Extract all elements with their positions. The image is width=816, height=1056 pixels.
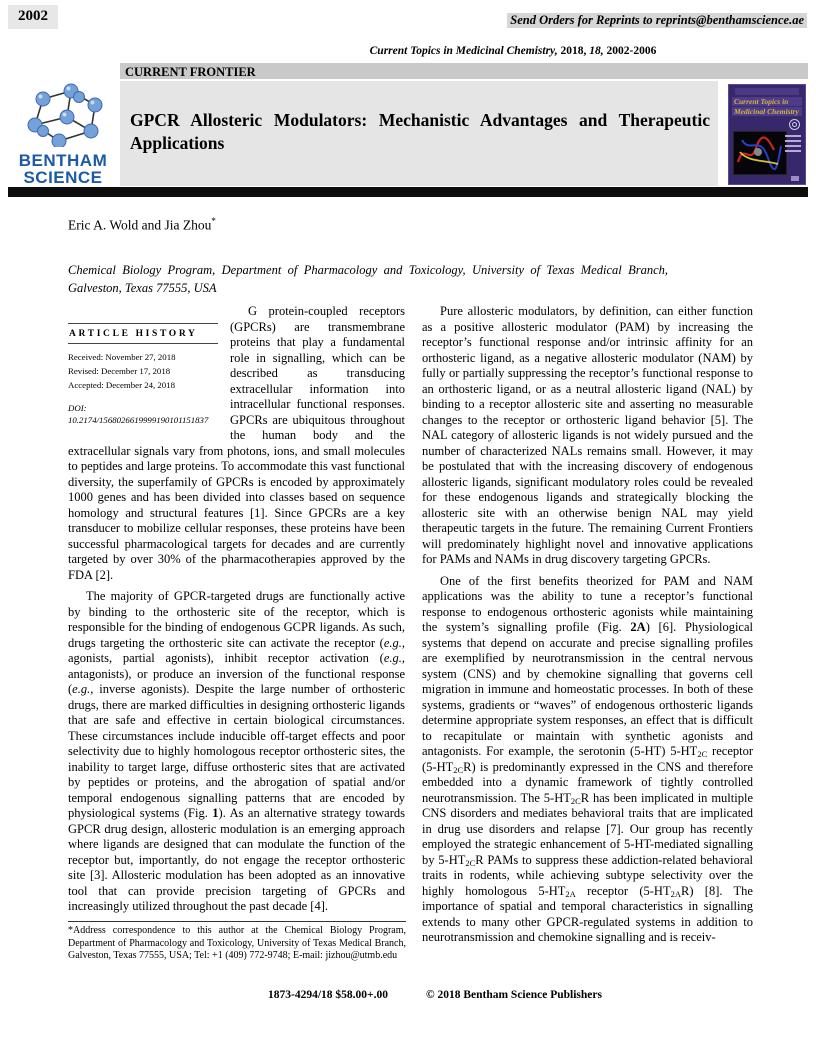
doi-value: 10.2174/1568026619999190101151837 — [68, 415, 209, 425]
issn-price: 1873-4294/18 $58.00+.00 — [268, 989, 388, 1001]
footnote-divider — [68, 921, 406, 922]
cover-molecule-image — [733, 131, 787, 175]
authors-line — [68, 216, 216, 234]
section-label-bar — [120, 63, 808, 79]
page-footer — [27, 989, 816, 1001]
title-box — [120, 81, 718, 186]
article-history-heading: ARTICLE HISTORY — [69, 329, 198, 339]
paragraph-intro: G protein-coupled receptors (GPCRs) are transmembrane proteins that play a fundamental role in signalling, which can be described as transducing extracellular information into intracellular functional responses. GPCRs are ubiquitous throughout the human body and the extracellular signals vary from photons, ions, and small molecules to peptides and large proteins. To accommodate this vast functional diversity, the superfamily of GPCRs is encoded by approximately 1000 genes and has been divided into classes based on sequence homology and structural features [1]. Since GPCRs are a key transducer to mobilize cellular responses, these proteins have been successful pharmacological targets for decades and are currently targeted by over 30% of the pharmacotherapies approved by the FDA [2]. — [68, 304, 405, 582]
accepted-date: Accepted: December 24, 2018 — [68, 380, 175, 390]
correspondence-footnote-block — [68, 921, 406, 963]
article-history-box — [68, 304, 218, 426]
received-date: Received: November 27, 2018 — [68, 352, 176, 362]
doi-label: DOI: — [68, 403, 87, 413]
header-divider-bar — [8, 187, 808, 197]
revised-date: Revised: December 17, 2018 — [68, 366, 171, 376]
author-note-mark: * — [211, 216, 216, 226]
paragraph-orthosteric: The majority of GPCR-targeted drugs are functionally active by binding to the orthosteric site of the receptor, which is responsible for the binding of endogenous GCPR ligands. As such, drugs targeting the orthosteric site can activate the receptor (e.g., agonists, partial agonists), inhibit receptor activation (e.g., antagonists), or produce an inversion of the functional response (e.g., inverse agonists). Despite the large number of orthosteric drugs, there are marked difficulties in designing orthosteric ligands that are safe and effective in certain biological circumstances. These circumstances include inducible off-target effects and poor selectivity due to highly homologous receptor orthosteric sites, the inability to target large, diffuse orthosteric sites that are activated by peptides or proteins, and the abrogation of spatial and/or temporal endogenous signalling patterns that are encoded by physiological systems (Fig. 1). As an alternative strategy towards GPCR drug design, allosteric modulation is an emerging approach where ligands are designed that can modulate the function of the receptor but, importantly, do not engage the receptor orthosteric site [3]. Allosteric modulation has been adopted as an innovative tool that can provide precision targeting of GPCRs and increasingly utilized throughout the past decade [4]. — [68, 589, 405, 913]
cover-emblem-icon — [789, 119, 800, 130]
bentham-logo-line2: SCIENCE — [23, 168, 103, 187]
body-left-column — [68, 304, 405, 946]
cover-header-area — [735, 88, 799, 95]
molecule-icon — [13, 83, 113, 147]
paragraph-modulator-types: Pure allosteric modulators, by definition, can either function as a positive allosteric modulator (PAM) by increasing the receptor’s functional response and/or intrinsic affinity for an orthosteric ligand, as a negative allosteric modulator (NAM) by fully or partially suppressing the receptor’s functional response to an orthosteric ligand, or as a neutral allosteric ligand (NAL) by binding to a receptor allosteric site and asserting no measurable changes to the receptor or orthosteric ligand behavior [5]. The NAL category of allosteric ligands is not widely pursued and the number of characterized NALs remains small. However, it may be postulated that with the increasing discovery of endogenous allosteric ligands, significant modulatory roles could be revealed for these endogenous ligands and strategically blocking the allosteric site with an otherwise benign NAL may yield therapeutic targets in the future. The remaining Current Frontiers will predominately highlight novel and innovative applications for PAMs and NAMs in drug discovery targeting GPCRs. — [422, 304, 753, 566]
bentham-logo — [10, 83, 116, 187]
cover-side-text-lines — [785, 135, 801, 155]
affiliation: Chemical Biology Program, Department of Pharmacology and Toxicology, University of Texas Medical Branch, Galveston, Texas 77555, USA — [68, 263, 668, 295]
paragraph-pam-nam-benefits: One of the first benefits theorized for PAM and NAM applications was the ability to tune a receptor’s functional response to endogenous orthosteric agonists while maintaining the system’s signalling profile (Fig. 2A) [6]. Physiological systems that depend on accurate and precise signalling profiles are exemplified by neurotransmission in the central nervous system (CNS) and by chemokine signalling that governs cell migration in immune and homeostatic processes. In both of these systems, gradients or “waves” of endogenous orthosteric ligands determine appropriate system responses, an effect that is difficult to recapitulate or maintain with synthetic agonists and antagonists. For example, the serotonin (5-HT) $5-HT_{2C}$ receptor $(5-HT_{2C}R)$ is predominantly expressed in the CNS and therefore embedded into a dynamic framework of tightly controlled neurotransmission. The $5-HT_{2C}R$ has been implicated in multiple CNS disorders and mediates behavioral traits that are implicated in drug use disorders and relapse [7]. Our group has recently employed the strategic enhancement of 5-HT-mediated signalling by $5-HT_{2C}R$ PAMs to suppress these addiction-related behavioral traits in rodents, while achieving subtype selectivity over the highly homologous $5-HT_{2A}$ receptor $(5-HT_{2A}R)$ [8]. The importance of spatial and temporal characteristics in signalling extends to many other GPCR-regulated systems in addition to neurotransmission and chemokine signalling and is receiv- — [422, 573, 754, 944]
body-columns — [68, 304, 753, 946]
article-title: GPCR Allosteric Modulators: Mechanistic Advantages and Therapeutic Applications — [130, 110, 710, 153]
page-number-badge: 2002 — [8, 5, 58, 29]
reprints-notice: Send Orders for Reprints to reprints@benthamscience.ae — [507, 13, 807, 28]
journal-citation: Current Topics in Medicinal Chemistry, 2018, 18, 2002-2006 — [369, 45, 657, 57]
body-right-column — [422, 304, 753, 946]
section-label: CURRENT FRONTIER — [125, 65, 256, 79]
bentham-logo-line1: BENTHAM — [18, 151, 108, 170]
copyright-notice: © 2018 Bentham Science Publishers — [425, 989, 602, 1001]
correspondence-footnote: *Address correspondence to this author at the Chemical Biology Program, Department of Pharmacology and Toxicology, University of Texas Medical Branch, Galveston, Texas 77555, USA; Tel: +1 (409) 772-9748; E-mail: jizhou@utmb.edu — [68, 925, 406, 962]
cover-masthead-line1: Current Topics in — [732, 97, 802, 106]
cover-masthead-line2: Medicinal Chemistry — [732, 107, 802, 116]
cover-publisher-mark — [791, 176, 799, 181]
journal-cover-thumbnail — [728, 84, 806, 185]
author-names: Eric A. Wold and Jia Zhou — [68, 217, 212, 233]
